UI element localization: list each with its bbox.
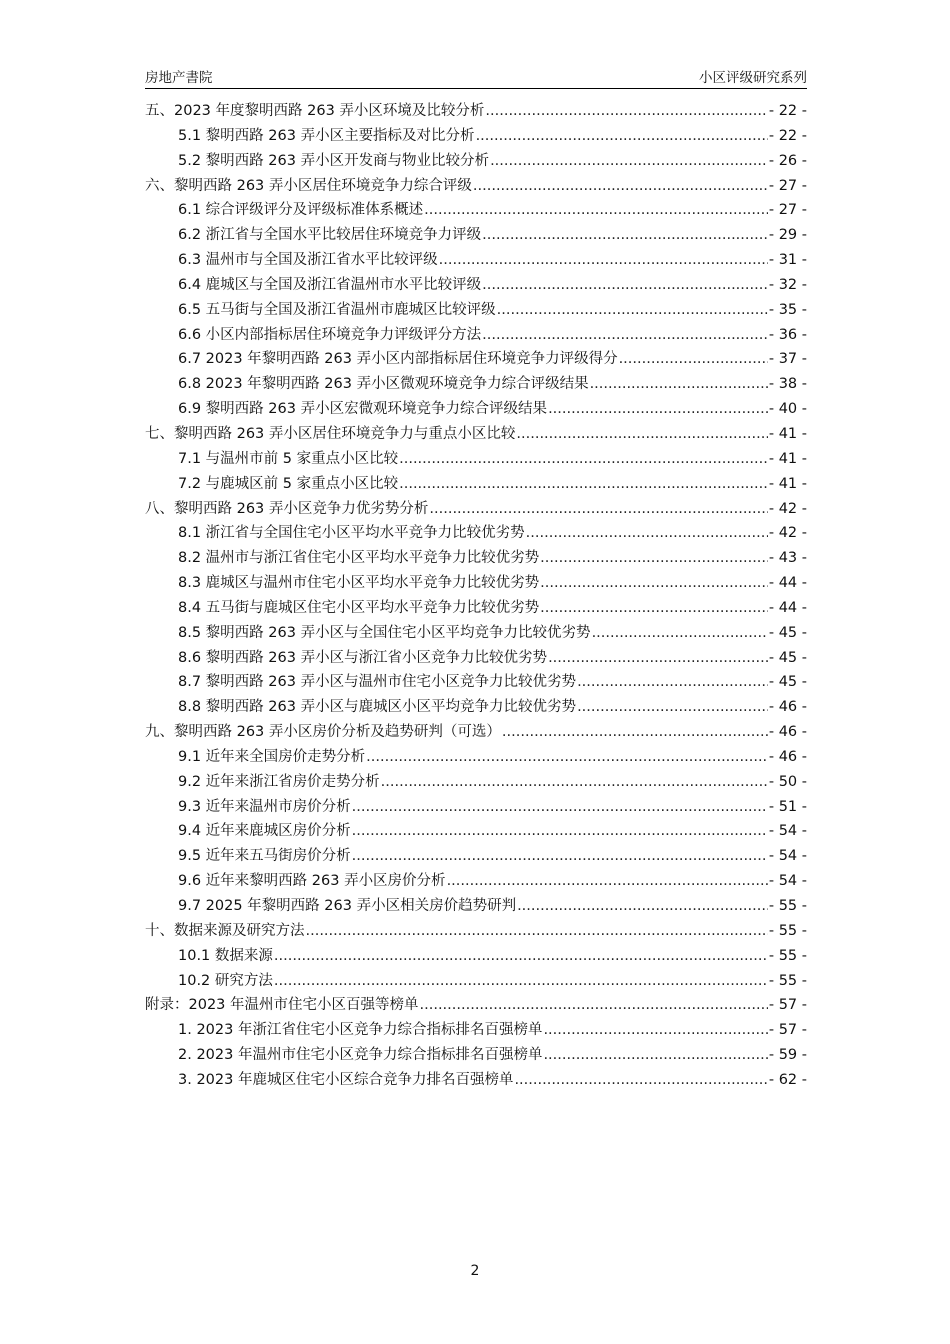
toc-entry-page-number: - 46 - — [768, 724, 807, 741]
toc-dot-leader — [429, 497, 767, 521]
toc-dot-leader — [540, 546, 768, 570]
toc-entry-title: 9.3 近年来温州市房价分析 — [178, 798, 351, 815]
toc-entry-page-number: - 43 - — [768, 550, 807, 567]
toc-entry-page-number: - 57 - — [768, 1022, 807, 1039]
toc-entry-title: 2. 2023 年温州市住宅小区竞争力综合指标排名百强榜单 — [178, 1047, 543, 1064]
toc-entry-title: 五、2023 年度黎明西路 263 弄小区环境及比较分析 — [145, 103, 485, 119]
toc-entry-page-number: - 41 - — [768, 425, 807, 442]
toc-entry-page-number: - 54 - — [768, 873, 807, 890]
toc-section-entry[interactable] — [145, 124, 807, 149]
toc-entry-title: 8.3 鹿城区与温州市住宅小区平均水平竞争力比较优劣势 — [178, 575, 540, 592]
toc-entry-page-number: - 27 - — [768, 177, 807, 194]
toc-entry-title: 8.8 黎明西路 263 弄小区与鹿城区小区平均竞争力比较优劣势 — [178, 699, 577, 716]
toc-dot-leader — [352, 795, 768, 819]
toc-section-entry[interactable] — [145, 248, 807, 273]
toc-dot-leader — [540, 596, 768, 620]
toc-entry-title: 5.2 黎明西路 263 弄小区开发商与物业比较分析 — [178, 152, 490, 169]
toc-section-entry[interactable] — [145, 894, 807, 919]
toc-entry-title: 3. 2023 年鹿城区住宅小区综合竞争力排名百强榜单 — [178, 1071, 514, 1088]
toc-dot-leader — [439, 248, 768, 272]
toc-entry-page-number: - 57 - — [768, 997, 807, 1014]
toc-dot-leader — [482, 273, 768, 297]
toc-entry-page-number: - 41 - — [768, 450, 807, 467]
toc-section-entry[interactable] — [145, 546, 807, 571]
toc-entry-title: 5.1 黎明西路 263 弄小区主要指标及对比分析 — [178, 127, 475, 144]
toc-entry-page-number: - 51 - — [768, 798, 807, 815]
toc-entry-page-number: - 31 - — [768, 252, 807, 269]
toc-entry-page-number: - 41 - — [768, 475, 807, 492]
page-number: 2 — [470, 1263, 480, 1279]
toc-dot-leader — [366, 745, 768, 769]
header-series-title: 小区评级研究系列 — [699, 70, 807, 86]
toc-dot-leader — [619, 347, 768, 371]
toc-entry-page-number: - 46 - — [768, 748, 807, 765]
toc-entry-page-number: - 42 - — [768, 500, 807, 517]
toc-entry-page-number: - 54 - — [768, 848, 807, 865]
table-of-contents — [145, 99, 807, 1093]
toc-entry-page-number: - 22 - — [768, 103, 807, 119]
toc-section-entry[interactable] — [145, 621, 807, 646]
toc-entry-title: 10.1 数据来源 — [178, 947, 273, 964]
toc-dot-leader — [517, 894, 768, 918]
toc-entry-title: 6.8 2023 年黎明西路 263 弄小区微观环境竞争力综合评级结果 — [178, 376, 589, 393]
toc-dot-leader — [543, 1043, 767, 1067]
page-header — [145, 66, 807, 89]
toc-entry-title: 7.1 与温州市前 5 家重点小区比较 — [178, 450, 399, 467]
toc-section-entry[interactable] — [145, 198, 807, 223]
toc-entry-title: 9.4 近年来鹿城区房价分析 — [178, 823, 351, 840]
toc-section-entry[interactable] — [145, 447, 807, 472]
toc-entry-page-number: - 45 - — [768, 624, 807, 641]
toc-dot-leader — [548, 646, 768, 670]
toc-entry-title: 1. 2023 年浙江省住宅小区竞争力综合指标排名百强榜单 — [178, 1022, 543, 1039]
toc-entry-page-number: - 37 - — [768, 351, 807, 368]
toc-dot-leader — [473, 174, 768, 198]
toc-section-entry[interactable] — [145, 472, 807, 497]
toc-chapter-entry[interactable] — [145, 422, 807, 447]
toc-entry-page-number: - 32 - — [768, 276, 807, 293]
toc-dot-leader — [577, 670, 768, 694]
toc-section-entry[interactable] — [145, 273, 807, 298]
toc-dot-leader — [502, 720, 768, 744]
toc-entry-title: 六、黎明西路 263 弄小区居住环境竞争力综合评级 — [145, 177, 472, 194]
toc-dot-leader — [485, 99, 767, 123]
toc-chapter-entry[interactable] — [145, 99, 807, 124]
toc-dot-leader — [497, 298, 768, 322]
toc-entry-title: 8.5 黎明西路 263 弄小区与全国住宅小区平均竞争力比较优劣势 — [178, 624, 591, 641]
toc-dot-leader — [516, 422, 767, 446]
toc-section-entry[interactable] — [145, 149, 807, 174]
toc-entry-page-number: - 45 - — [768, 674, 807, 691]
toc-entry-title: 附录：2023 年温州市住宅小区百强等榜单 — [145, 997, 419, 1014]
toc-entry-page-number: - 55 - — [768, 972, 807, 989]
toc-entry-title: 8.2 温州市与浙江省住宅小区平均水平竞争力比较优劣势 — [178, 550, 540, 567]
toc-chapter-entry[interactable] — [145, 720, 807, 745]
toc-entry-title: 八、黎明西路 263 弄小区竞争力优劣势分析 — [145, 500, 429, 517]
toc-dot-leader — [420, 993, 768, 1017]
toc-entry-title: 6.2 浙江省与全国水平比较居住环境竞争力评级 — [178, 227, 482, 244]
toc-dot-leader — [540, 571, 768, 595]
toc-section-entry[interactable] — [145, 596, 807, 621]
toc-chapter-entry[interactable] — [145, 497, 807, 522]
toc-entry-page-number: - 38 - — [768, 376, 807, 393]
toc-entry-page-number: - 54 - — [768, 823, 807, 840]
toc-entry-page-number: - 50 - — [768, 773, 807, 790]
toc-entry-page-number: - 27 - — [768, 202, 807, 219]
toc-entry-title: 6.1 综合评级评分及评级标准体系概述 — [178, 202, 424, 219]
toc-entry-title: 8.6 黎明西路 263 弄小区与浙江省小区竞争力比较优劣势 — [178, 649, 548, 666]
toc-entry-title: 6.9 黎明西路 263 弄小区宏微观环境竞争力综合评级结果 — [178, 401, 548, 418]
toc-entry-page-number: - 55 - — [768, 898, 807, 914]
toc-entry-title: 8.7 黎明西路 263 弄小区与温州市住宅小区竞争力比较优劣势 — [178, 674, 577, 691]
toc-dot-leader — [482, 323, 768, 347]
toc-section-entry[interactable] — [145, 372, 807, 397]
toc-dot-leader — [476, 124, 768, 148]
toc-section-entry[interactable] — [145, 670, 807, 695]
toc-section-entry[interactable] — [145, 969, 807, 994]
toc-dot-leader — [274, 969, 768, 993]
toc-dot-leader — [447, 869, 768, 893]
toc-dot-leader — [274, 944, 768, 968]
toc-entry-title: 8.4 五马街与鹿城区住宅小区平均水平竞争力比较优劣势 — [178, 599, 540, 616]
toc-section-entry[interactable] — [145, 795, 807, 820]
toc-section-entry[interactable] — [145, 646, 807, 671]
toc-chapter-entry[interactable] — [145, 993, 807, 1018]
toc-entry-title: 6.5 五马街与全国及浙江省温州市鹿城区比较评级 — [178, 301, 496, 318]
toc-section-entry[interactable] — [145, 1043, 807, 1068]
toc-entry-title: 9.5 近年来五马街房价分析 — [178, 848, 351, 865]
toc-entry-page-number: - 40 - — [768, 401, 807, 418]
toc-entry-title: 6.7 2023 年黎明西路 263 弄小区内部指标居住环境竞争力评级得分 — [178, 351, 618, 368]
toc-entry-page-number: - 29 - — [768, 227, 807, 244]
toc-dot-leader — [482, 223, 768, 247]
toc-section-entry[interactable] — [145, 819, 807, 844]
toc-section-entry[interactable] — [145, 397, 807, 422]
toc-entry-title: 9.7 2025 年黎明西路 263 弄小区相关房价趋势研判 — [178, 898, 517, 914]
toc-entry-page-number: - 46 - — [768, 699, 807, 716]
toc-entry-page-number: - 44 - — [768, 599, 807, 616]
toc-entry-title: 9.1 近年来全国房价走势分析 — [178, 748, 366, 765]
toc-entry-title: 6.4 鹿城区与全国及浙江省温州市水平比较评级 — [178, 276, 482, 293]
toc-entry-title: 9.6 近年来黎明西路 263 弄小区房价分析 — [178, 873, 446, 890]
toc-entry-page-number: - 55 - — [768, 922, 807, 939]
toc-dot-leader — [526, 521, 768, 545]
toc-section-entry[interactable] — [145, 1068, 807, 1093]
toc-section-entry[interactable] — [145, 770, 807, 795]
toc-dot-leader — [399, 472, 768, 496]
toc-section-entry[interactable] — [145, 521, 807, 546]
toc-entry-title: 9.2 近年来浙江省房价走势分析 — [178, 773, 380, 790]
toc-section-entry[interactable] — [145, 323, 807, 348]
toc-entry-page-number: - 45 - — [768, 649, 807, 666]
toc-section-entry[interactable] — [145, 571, 807, 596]
toc-section-entry[interactable] — [145, 347, 807, 372]
toc-dot-leader — [543, 1018, 767, 1042]
toc-entry-title: 10.2 研究方法 — [178, 972, 273, 989]
toc-entry-page-number: - 22 - — [768, 127, 807, 144]
toc-dot-leader — [352, 819, 768, 843]
toc-section-entry[interactable] — [145, 944, 807, 969]
toc-section-entry[interactable] — [145, 298, 807, 323]
toc-dot-leader — [548, 397, 768, 421]
toc-chapter-entry[interactable] — [145, 919, 807, 944]
toc-section-entry[interactable] — [145, 844, 807, 869]
toc-entry-page-number: - 44 - — [768, 575, 807, 592]
toc-entry-title: 7.2 与鹿城区前 5 家重点小区比较 — [178, 475, 399, 492]
toc-dot-leader — [577, 695, 768, 719]
toc-dot-leader — [490, 149, 768, 173]
toc-entry-title: 6.3 温州市与全国及浙江省水平比较评级 — [178, 252, 438, 269]
toc-entry-title: 8.1 浙江省与全国住宅小区平均水平竞争力比较优劣势 — [178, 525, 525, 542]
toc-dot-leader — [514, 1068, 767, 1092]
toc-dot-leader — [352, 844, 768, 868]
toc-dot-leader — [399, 447, 768, 471]
toc-dot-leader — [381, 770, 768, 794]
toc-section-entry[interactable] — [145, 869, 807, 894]
toc-entry-page-number: - 35 - — [768, 301, 807, 318]
toc-entry-page-number: - 62 - — [768, 1071, 807, 1088]
toc-entry-page-number: - 55 - — [768, 947, 807, 964]
toc-dot-leader — [424, 198, 768, 222]
toc-entry-title: 七、黎明西路 263 弄小区居住环境竞争力与重点小区比较 — [145, 425, 516, 442]
toc-entry-title: 九、黎明西路 263 弄小区房价分析及趋势研判（可选） — [145, 724, 501, 741]
toc-section-entry[interactable] — [145, 223, 807, 248]
toc-section-entry[interactable] — [145, 745, 807, 770]
toc-entry-title: 十、数据来源及研究方法 — [145, 922, 305, 939]
header-publisher: 房地产書院 — [145, 70, 213, 86]
toc-section-entry[interactable] — [145, 695, 807, 720]
toc-dot-leader — [306, 919, 768, 943]
toc-entry-page-number: - 36 - — [768, 326, 807, 343]
toc-dot-leader — [590, 372, 768, 396]
toc-entry-title: 6.6 小区内部指标居住环境竞争力评级评分方法 — [178, 326, 482, 343]
toc-chapter-entry[interactable] — [145, 174, 807, 199]
toc-dot-leader — [592, 621, 768, 645]
toc-entry-page-number: - 59 - — [768, 1047, 807, 1064]
toc-section-entry[interactable] — [145, 1018, 807, 1043]
toc-entry-page-number: - 26 - — [768, 152, 807, 169]
toc-entry-page-number: - 42 - — [768, 525, 807, 542]
